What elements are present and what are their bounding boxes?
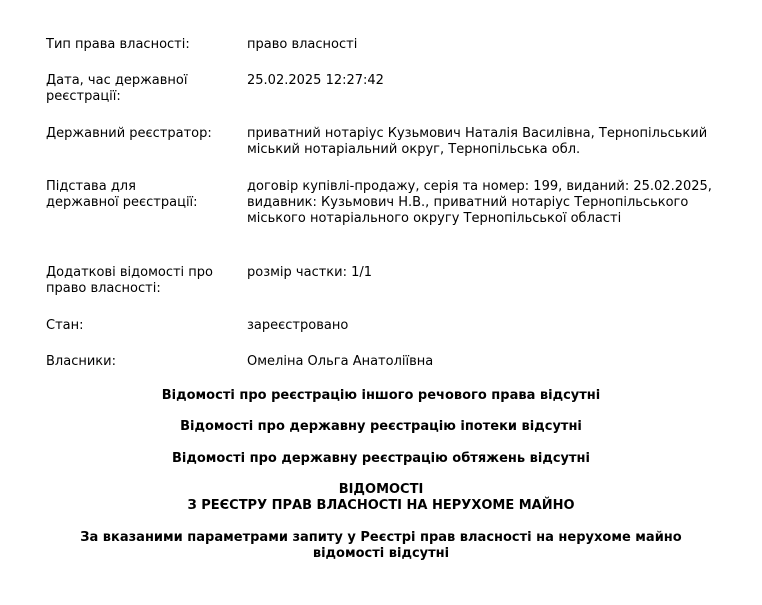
field-value: Омеліна Ольга Анатоліївна <box>247 354 434 369</box>
field-label: Власники: <box>46 354 116 369</box>
field-value: 25.02.2025 12:27:42 <box>247 73 384 88</box>
field-label: Додаткові відомості про право власності: <box>46 265 213 296</box>
field-label: Дата, час державної реєстрації: <box>46 73 188 104</box>
field-label: Стан: <box>46 318 84 333</box>
field-value: право власності <box>247 37 358 52</box>
query-result-line1: За вказаними параметрами запиту у Реєстрі прав власності на нерухоме майно <box>80 530 682 545</box>
field-value: зареєстровано <box>247 318 349 333</box>
field-label: Підстава для державної реєстрації: <box>46 179 198 210</box>
notice-encumbrances: Відомості про державну реєстрацію обтяжень відсутні <box>172 451 590 466</box>
notice-mortgage: Відомості про державну реєстрацію іпотеки відсутні <box>180 419 582 434</box>
section-title-line1: ВІДОМОСТІ <box>338 482 424 497</box>
field-value: розмір частки: 1/1 <box>247 265 373 280</box>
field-value: приватний нотаріус Кузьмович Наталія Василівна, Тернопільський міський нотаріальний округ, Тернопільська обл. <box>247 126 708 157</box>
field-label: Тип права власності: <box>46 37 190 52</box>
field-value: договір купівлі-продажу, серія та номер: 199, виданий: 25.02.2025, видавник: Кузьмович Н.В., приватний нотаріус Тернопільського міського нотаріального округу Тернопільської області <box>247 179 712 226</box>
query-result-line2: відомості відсутні <box>312 546 450 561</box>
query-result-notice <box>0 530 762 562</box>
section-title <box>0 482 762 514</box>
field-label: Державний реєстратор: <box>46 126 212 141</box>
section-title-line2: З РЕЄСТРУ ПРАВ ВЛАСНОСТІ НА НЕРУХОМЕ МАЙНО <box>187 498 575 513</box>
notice-other-rights: Відомості про реєстрацію іншого речового права відсутні <box>161 388 601 403</box>
